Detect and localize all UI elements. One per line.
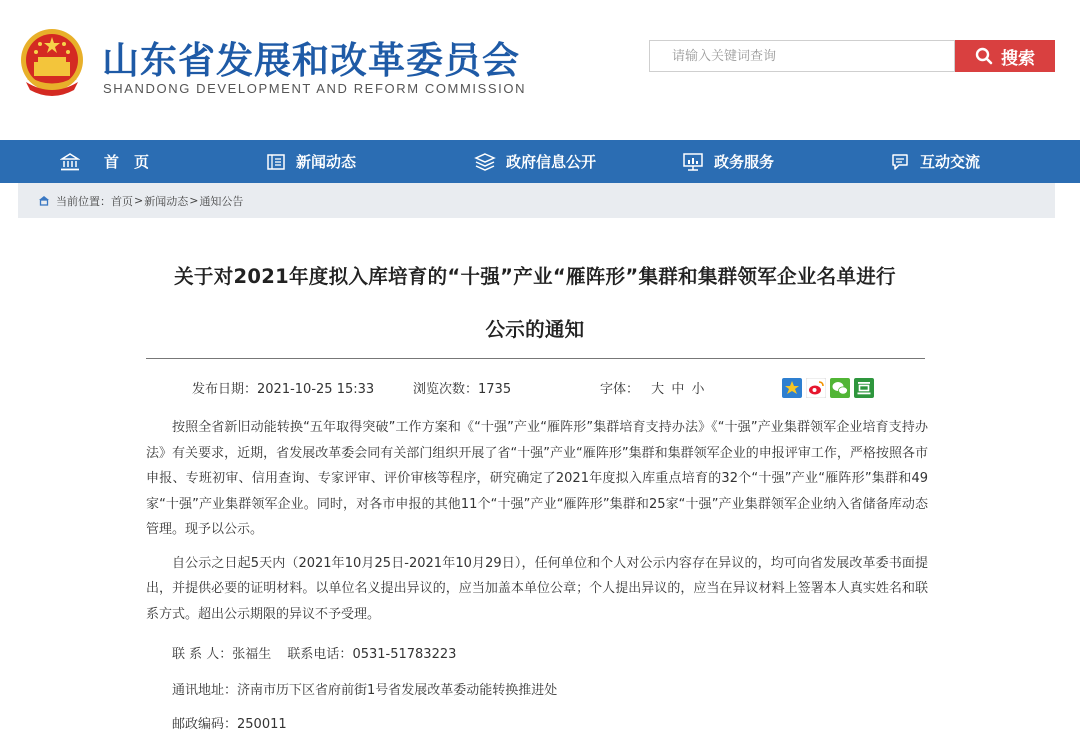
breadcrumb <box>18 183 1055 218</box>
contact-label: 联 系 人： <box>172 647 233 662</box>
article-paragraph: 自公示之日起5天内（2021年10月25日-2021年10月29日），任何单位和个人对公示内容存在异议的，均可向省发展改革委书面提出，并提供必要的证明材料。以单位名义提出异议的，应当加盖本单位公章；个人提出异议的，应当在异议材料上签署本人真实姓名和联系方式。超出公示期限的异议不予受理。 <box>146 555 928 622</box>
font-size-switcher <box>600 378 704 397</box>
breadcrumb-home-link[interactable]: 首页 <box>111 194 133 208</box>
publish-date-label: 发布日期： <box>192 382 258 397</box>
breadcrumb-separator: > <box>134 194 144 207</box>
publish-date <box>192 378 374 397</box>
nav-label-services: 政务服务 <box>714 153 775 171</box>
chat-icon <box>890 152 910 172</box>
nav-item-interaction[interactable] <box>890 140 980 183</box>
nav-label-news: 新闻动态 <box>296 153 357 171</box>
layers-icon <box>474 152 496 172</box>
view-count <box>413 378 511 397</box>
search-box <box>649 40 955 72</box>
contact-line <box>172 643 456 662</box>
font-size-label: 字体： <box>600 382 640 397</box>
view-count-value: 1735 <box>478 382 512 397</box>
postcode-value: 250011 <box>237 717 287 732</box>
article-paragraph: 按照全省新旧动能转换“五年取得突破”工作方案和《“十强”产业“雁阵形”集群培育支持办法》《“十强”产业集群领军企业培育支持办法》有关要求，近期，省发展改革委会同有关部门组织开展了省“十强”产业“雁阵形”集群和集群领军企业的申报评审工作，严格按照各市申报、专班初审、信用查询、专家评审、评价审核等程序，研究确定了2021年度拟入库重点培育的32个“十强”产业“雁阵形”集群和49家“十强”产业集群领军企业。同时，对各市申报的其他11个“十强”产业“雁阵形”集群和25家“十强”产业集群领军企业纳入省储备库动态管理。现予以公示。 <box>146 420 928 537</box>
font-size-small[interactable]: 小 <box>691 382 705 397</box>
nav-label-gov-info: 政府信息公开 <box>506 153 597 171</box>
address-label: 通讯地址： <box>172 683 238 698</box>
main-nav <box>0 140 1080 183</box>
weibo-share-icon[interactable] <box>806 378 826 398</box>
search-button-label: 搜索 <box>1001 48 1035 69</box>
monitor-icon <box>682 152 704 172</box>
search-button[interactable] <box>955 40 1055 72</box>
postcode-label: 邮政编码： <box>172 717 238 732</box>
article-title-line-1: 关于对2021年度拟入库培育的“十强”产业“雁阵形”集群和集群领军企业名单进行 <box>174 265 896 288</box>
breadcrumb-separator: > <box>189 194 199 207</box>
postcode-line <box>172 713 287 732</box>
phone-value: 0531-51783223 <box>352 647 457 662</box>
nav-label-home: 首 页 <box>104 153 150 171</box>
search-icon <box>975 47 993 65</box>
address-line <box>172 679 557 698</box>
title-divider <box>146 358 925 359</box>
nav-item-home[interactable] <box>60 140 149 183</box>
view-count-label: 浏览次数： <box>413 382 479 397</box>
contact-name: 张福生 <box>232 647 272 662</box>
douban-share-icon[interactable] <box>854 378 874 398</box>
article-body <box>146 415 928 635</box>
publish-date-value: 2021-10-25 15:33 <box>257 382 375 397</box>
site-title[interactable]: 山东省发展和改革委员会 <box>102 39 520 82</box>
breadcrumb-news-link[interactable]: 新闻动态 <box>144 194 189 208</box>
nav-item-services[interactable] <box>682 140 774 183</box>
breadcrumb-notice-link[interactable]: 通知公告 <box>199 194 244 208</box>
nav-item-gov-info[interactable] <box>474 140 596 183</box>
phone-label: 联系电话： <box>287 647 353 662</box>
site-subtitle: SHANDONG DEVELOPMENT AND REFORM COMMISSION <box>103 81 527 96</box>
nav-item-news[interactable] <box>266 140 356 183</box>
share-bar <box>782 378 874 398</box>
article-title <box>120 250 950 356</box>
font-size-large[interactable]: 大 <box>651 382 665 397</box>
font-size-medium[interactable]: 中 <box>671 382 685 397</box>
article-title-line-2: 公示的通知 <box>485 318 585 341</box>
national-emblem-icon <box>18 26 86 98</box>
nav-label-interaction: 互动交流 <box>920 153 981 171</box>
site-header <box>0 0 1080 140</box>
breadcrumb-prefix: 当前位置： <box>56 194 111 208</box>
news-icon <box>266 152 286 172</box>
home-icon <box>60 152 80 172</box>
star-share-icon[interactable] <box>782 378 802 398</box>
search-input[interactable] <box>650 41 954 71</box>
address-value: 济南市历下区省府前街1号省发展改革委动能转换推进处 <box>237 683 558 698</box>
wechat-share-icon[interactable] <box>830 378 850 398</box>
location-home-icon <box>38 195 50 206</box>
